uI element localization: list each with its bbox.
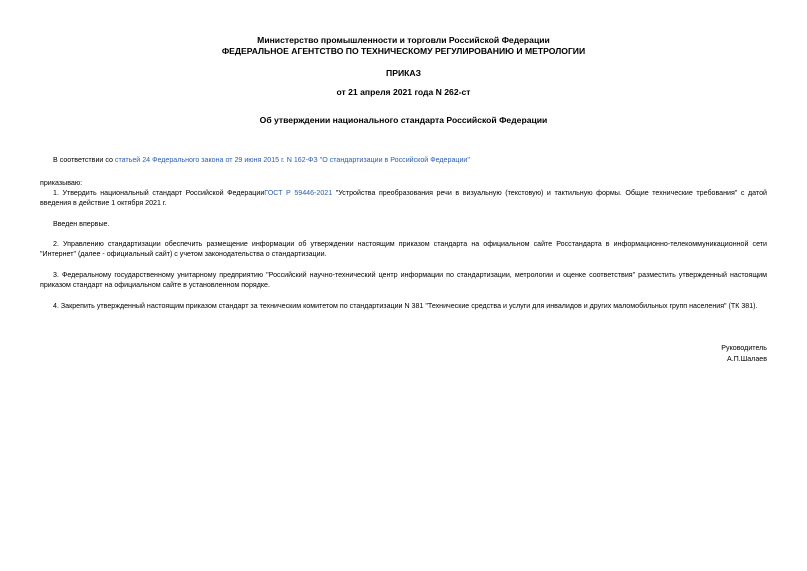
- item-3-line-1: 3. Федеральному государственному унитарному предприятию "Российский научно-технический центр информации по стандартизации, метрологии и оценке соответствия" разместить утвержденный настоящим: [53, 271, 767, 279]
- item-2-line-1: 2. Управлению стандартизации обеспечить размещение информации об утверждении настоящим приказом стандарта на официальном сайте Росстандарта в информационно-телекоммуникационной сети: [53, 240, 767, 248]
- item-1-prefix: 1. Утвердить национальный стандарт Российской Федерации: [53, 189, 265, 197]
- introduced-note: Введен впервые.: [53, 220, 110, 228]
- preamble: [53, 155, 470, 166]
- item-4: 4. Закрепить утвержденный настоящим приказом стандарт за техническим комитетом по стандартизации N 381 "Технические средства и услуги для инвалидов и других маломобильных групп населения" (ТК 381).: [53, 302, 758, 310]
- signature-title: Руководитель: [721, 344, 767, 352]
- preamble-prefix: В соответствии со: [53, 156, 115, 164]
- document-subject: Об утверждении национального стандарта Российской Федерации: [259, 115, 548, 125]
- order-word: приказываю:: [40, 179, 83, 187]
- item-3-line-2: приказом стандарт на официальном сайте в установленном порядке.: [40, 281, 270, 289]
- agency-name: ФЕДЕРАЛЬНОЕ АГЕНТСТВО ПО ТЕХНИЧЕСКОМУ РЕГУЛИРОВАНИЮ И МЕТРОЛОГИИ: [221, 46, 586, 56]
- item-2-line-2: "Интернет" (далее - официальный сайт) с учетом законодательства о стандартизации.: [40, 250, 327, 258]
- signature-name: А.П.Шалаев: [726, 355, 767, 363]
- item-1-suffix: "Устройства преобразования речи в визуальную (текстовую) и тактильную формы. Общие технические требования" с датой: [332, 189, 767, 197]
- gost-link[interactable]: ГОСТ Р 59446-2021: [264, 189, 333, 197]
- document-type: ПРИКАЗ: [386, 68, 421, 78]
- federal-law-link[interactable]: статьей 24 Федерального закона от 29 июня 2015 г. N 162-ФЗ "О стандартизации в Российской Федерации": [114, 156, 470, 164]
- document-date-number: от 21 апреля 2021 года N 262-ст: [336, 87, 471, 97]
- ministry-name: Министерство промышленности и торговли Российской Федерации: [257, 35, 550, 45]
- item-1-line-2: введения в действие 1 октября 2021 г.: [40, 199, 167, 207]
